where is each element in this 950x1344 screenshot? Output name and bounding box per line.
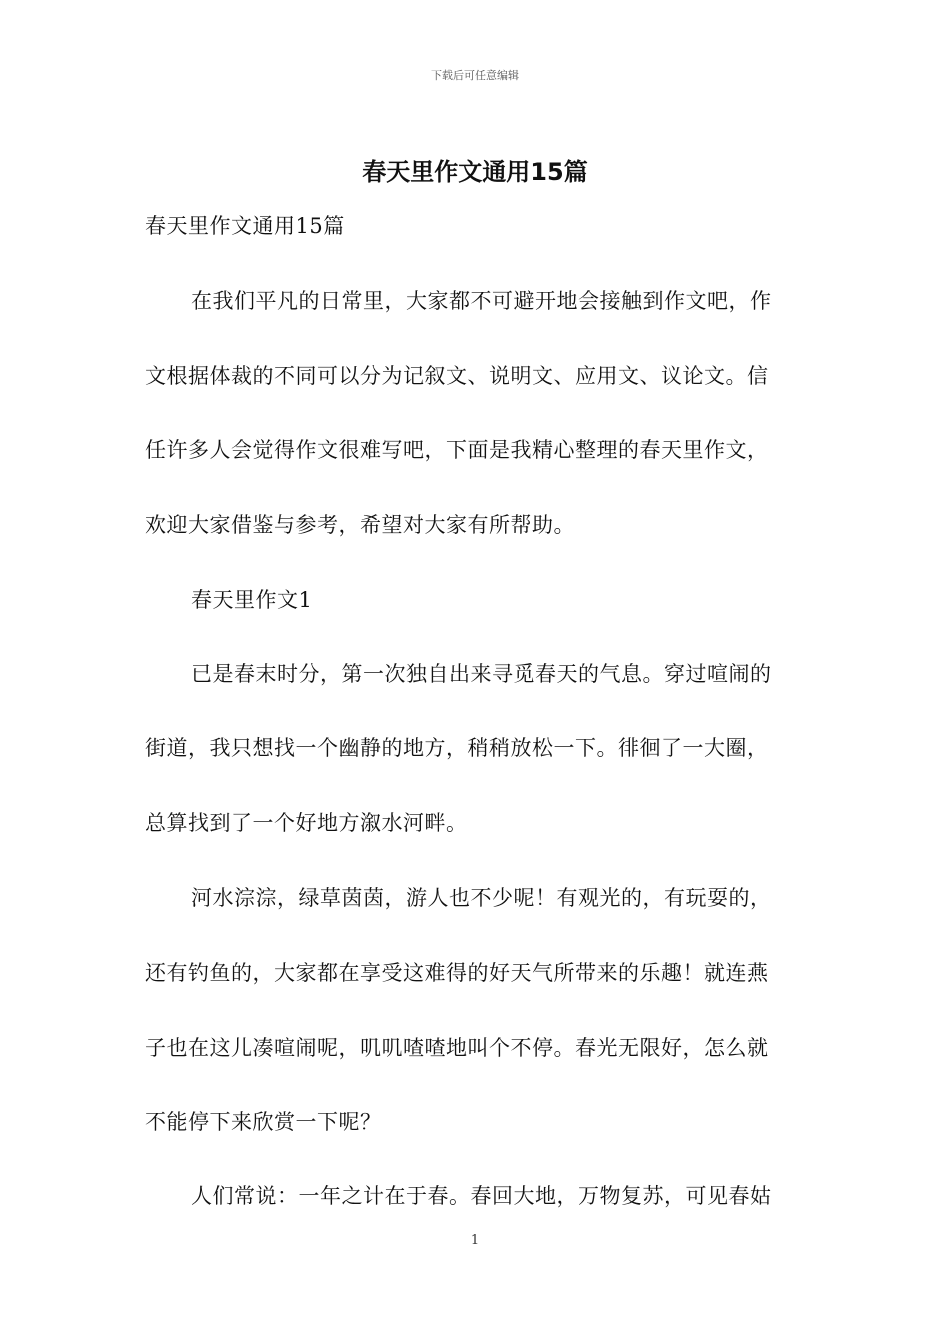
para2-line-2: 还有钓鱼的，大家都在享受这难得的好天气所带来的乐趣！就连燕 [145, 961, 769, 985]
para1-line-1: 已是春末时分，第一次独自出来寻觅春天的气息。穿过喧闹的 [191, 662, 772, 686]
para1-line-3: 总算找到了一个好地方溆水河畔。 [145, 811, 468, 835]
para1-line-2: 街道，我只想找一个幽静的地方，稍稍放松一下。徘徊了一大圈， [145, 736, 769, 760]
section-heading: 春天里作文1 [191, 588, 313, 612]
para3-line-1: 人们常说：一年之计在于春。春回大地，万物复苏，可见春姑 [191, 1184, 772, 1208]
intro-line-2: 文根据体裁的不同可以分为记叙文、说明文、应用文、议论文。信 [145, 364, 769, 388]
page-number: 1 [470, 1233, 480, 1248]
para2-line-3: 子也在这儿凑喧闹呢，叽叽喳喳地叫个不停。春光无限好，怎么就 [145, 1036, 769, 1060]
intro-line-3: 任许多人会觉得作文很难写吧，下面是我精心整理的春天里作文， [145, 438, 769, 462]
subtitle: 春天里作文通用15篇 [145, 214, 345, 238]
header-note: 下载后可任意编辑 [431, 69, 519, 82]
intro-line-1: 在我们平凡的日常里，大家都不可避开地会接触到作文吧，作 [191, 289, 772, 313]
para2-line-4: 不能停下来欣赏一下呢？ [145, 1110, 382, 1134]
para2-line-1: 河水淙淙，绿草茵茵，游人也不少呢！有观光的，有玩耍的， [191, 886, 772, 910]
intro-line-4: 欢迎大家借鉴与参考，希望对大家有所帮助。 [145, 513, 575, 537]
page-title: 春天里作文通用15篇 [362, 158, 588, 186]
